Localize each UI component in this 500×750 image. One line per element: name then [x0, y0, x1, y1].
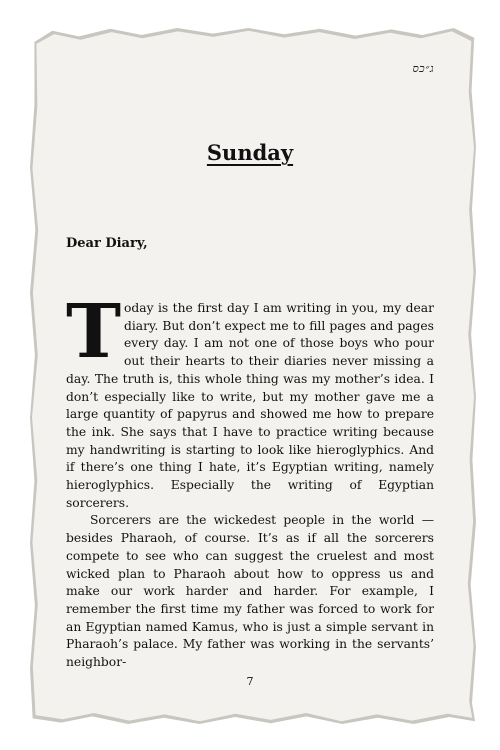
- header-mark: ג״כס: [412, 62, 434, 75]
- page-number: 7: [246, 675, 254, 688]
- page-title: [0, 140, 500, 165]
- paragraph-1: [66, 289, 434, 512]
- page-title-text: Sunday: [206, 140, 294, 165]
- drop-cap: T: [66, 289, 122, 375]
- paragraph-2: Sorcerers are the wickedest people in the world — besides Pharaoh, of course. It’s as if all the sorcerers compete to see who can suggest the cruelest and most wicked plan to Pharaoh about how to oppress us and make our work harder and harder. For example, I remember the first time my father was forced to work for an Egyptian named Kamus, who is just a simple servant in Pharaoh’s palace. My father was working in the servants’ neighbor-: [66, 513, 434, 670]
- salutation: Dear Diary,: [66, 236, 148, 251]
- body-text: [66, 289, 434, 672]
- paragraph-1-text: oday is the first day I am writing in you, my dear diary. But don’t expect me to fill pages and pages every day. I am not one of those boys who pour out their hearts to their diaries never missing a day. The truth is, this whole thing was my mother’s idea. I don’t especially like to write, but my mother gave me a large quantity of papyrus and showed me how to prepare the ink. She says that I have to practice writing because my handwriting is starting to look like hieroglyphics. And if there’s one thing I hate, it’s Egyptian writing, namely hieroglyphics. Especially the writing of Egyptian sorcerers.: [66, 301, 434, 510]
